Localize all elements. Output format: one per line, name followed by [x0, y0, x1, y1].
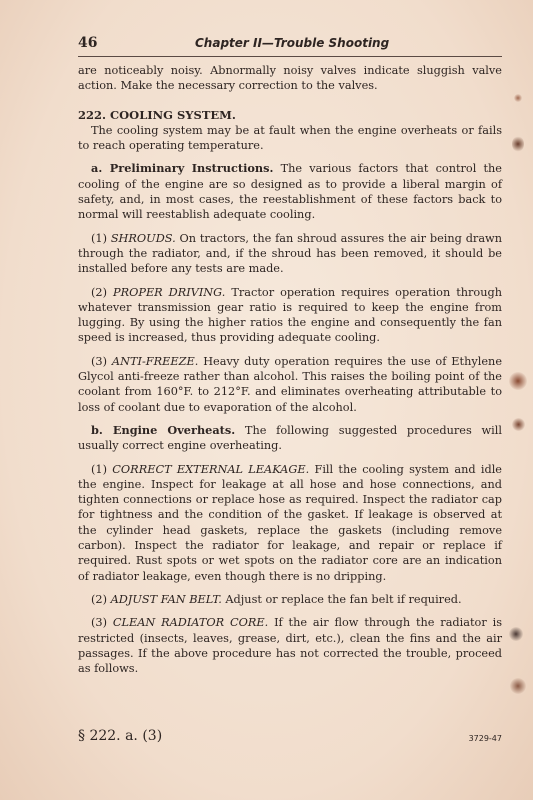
paragraph-b1-title: CORRECT EXTERNAL LEAKAGE.	[112, 462, 310, 476]
paragraph-b1-num: (1)	[91, 462, 113, 476]
body-text	[78, 63, 502, 684]
paragraph-a	[78, 161, 502, 222]
paragraph-a3-num: (3)	[91, 354, 112, 368]
page-footer	[78, 728, 502, 748]
paragraph-b1	[78, 462, 502, 584]
paragraph-a3	[78, 354, 502, 415]
paragraph-b2-title: ADJUST FAN BELT.	[110, 592, 222, 606]
section-title: 222. COOLING SYSTEM.	[78, 107, 236, 122]
paragraph-a2-num: (2)	[91, 285, 113, 299]
paragraph-b2	[78, 592, 502, 607]
running-head: Chapter II—Trouble Shooting	[195, 36, 390, 50]
paragraph-a1-title: SHROUDS.	[110, 231, 176, 245]
paragraph-b3-title: CLEAN RADIATOR CORE.	[112, 616, 269, 630]
paragraph-a-label: a. Preliminary Instructions.	[91, 161, 274, 176]
page-stain	[510, 678, 526, 694]
paragraph-a3-title: ANTI-FREEZE.	[111, 354, 199, 368]
page-header	[78, 35, 502, 51]
print-code: 3729-47	[468, 734, 502, 743]
paragraph-a-text: The various factors that control the cooling of the engine are so designed as to provide a liberal margin of safety, and, in most cases, the reestablishment of these factors back to normal will reestablish adequate cooling.	[78, 162, 502, 222]
page-stain	[512, 418, 525, 431]
paragraph-b3-num: (3)	[91, 616, 113, 630]
paragraph-b-label: b. Engine Overheats.	[91, 422, 236, 437]
paragraph-a3-text: Heavy duty operation requires the use of Ethylene Glycol anti-freeze rather than alcohol. This raises the boiling point of the coolant from 160°F. to 212°F. and eliminates overheating attributable to loss of coolant due to evaporation of the alcohol.	[78, 354, 503, 414]
paragraph-a1	[78, 231, 502, 277]
page-stain	[509, 372, 527, 390]
paragraph-b1-text: Fill the cooling system and idle the engine. Inspect for leakage at all hose and hose connections, and tighten connections or replace hose as required. Inspect the radiator cap for tightness and the condition of the gasket. If leakage is observed at the cylinder head gaskets, replace the gaskets (including remove carbon). Inspect the radiator for leakage, and repair or replace if required. Rust spots or wet spots on the radiator core are an indication of radiator leakage, even though there is no dripping.	[78, 462, 502, 583]
header-rule	[78, 56, 502, 57]
paragraph-a2-title: PROPER DRIVING.	[112, 285, 226, 299]
paragraph-a1-num: (1)	[91, 231, 111, 245]
page-stain	[514, 94, 522, 102]
paragraph-b3-text: If the air flow through the radiator is restricted (insects, leaves, grease, dirt, etc.), clean the fins and the air passages. If the above procedure has not corrected the trouble, proceed as follows.	[78, 616, 502, 676]
paragraph-b3	[78, 615, 502, 676]
page-stain	[509, 627, 523, 641]
page-stain	[512, 136, 524, 152]
section-intro: The cooling system may be at fault when the engine overheats or fails to reach operating temperature.	[78, 123, 502, 153]
paragraph-a2-text: Tractor operation requires operation through whatever transmission gear ratio is required to keep the engine from lugging. By using the higher ratios the engine and consequently the fan speed is increased, thus providing adequate cooling.	[78, 285, 503, 345]
paragraph-b-text: The following suggested procedures will usually correct engine overheating.	[78, 423, 502, 453]
paragraph-a2	[78, 285, 502, 346]
paragraph-a1-text: On tractors, the fan shroud assures the air being drawn through the radiator, and, if the shroud has been removed, it should be installed before any tests are made.	[78, 231, 503, 276]
section-reference: § 222. a. (3)	[78, 728, 163, 744]
paragraph-b	[78, 423, 502, 454]
paragraph-b2-text: Adjust or replace the fan belt if required.	[221, 592, 462, 606]
paragraph-b2-num: (2)	[91, 592, 111, 606]
page-number: 46	[78, 35, 98, 51]
intro-paragraph: are noticeably noisy. Abnormally noisy valves indicate sluggish valve action. Make the necessary correction to the valves.	[78, 64, 502, 93]
